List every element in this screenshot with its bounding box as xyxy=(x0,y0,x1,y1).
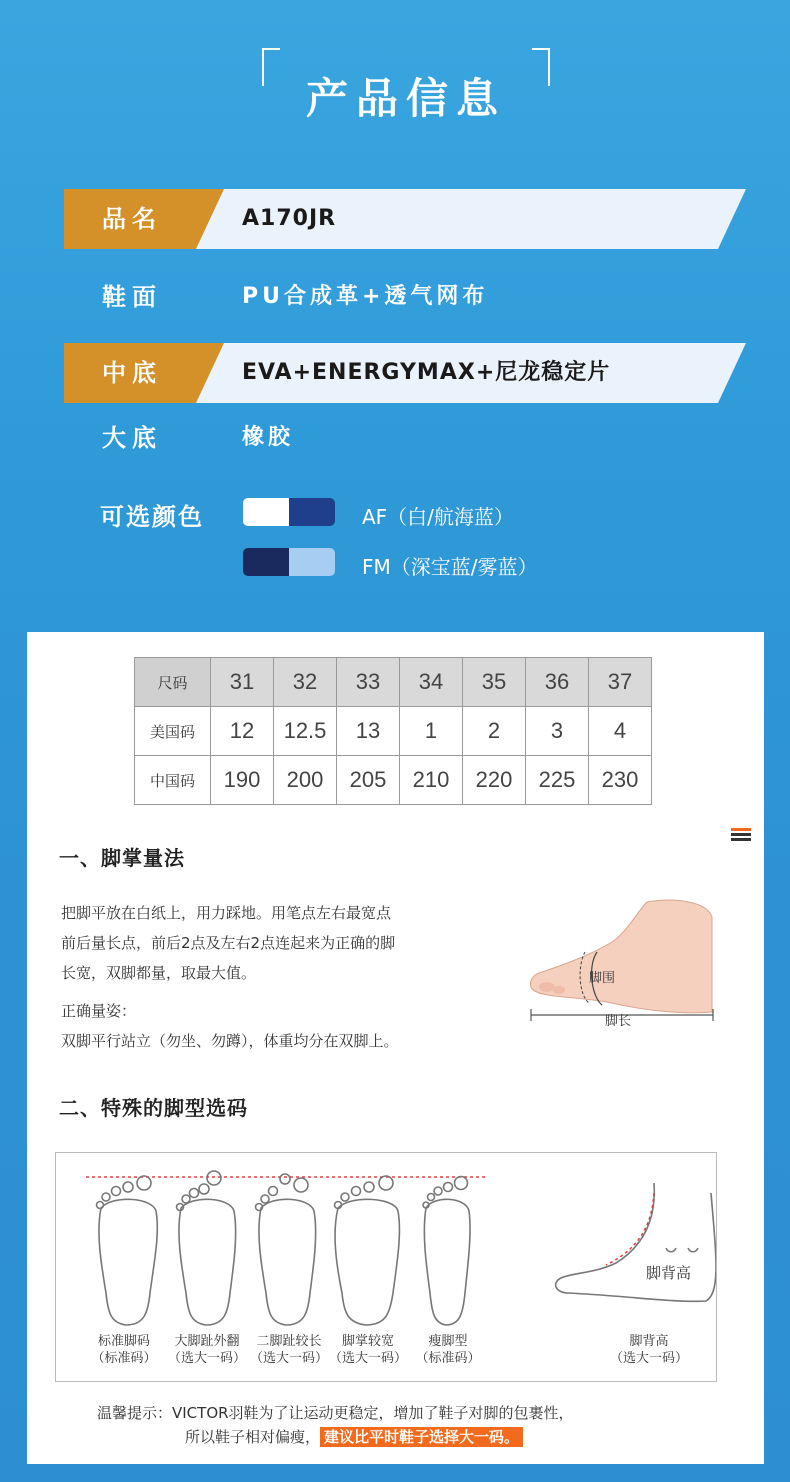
posture-text: 双脚平行站立（勿坐、勿蹲），体重均分在双脚上。 xyxy=(61,1032,399,1050)
color-options-label: 可选颜色 xyxy=(100,503,204,531)
size-guide-panel xyxy=(27,632,764,1464)
girth-label: 脚围 xyxy=(589,971,616,986)
table-row: 中国码 190 200 205 210 220 225 230 xyxy=(135,756,652,805)
section-title-measure: 一、脚掌量法 xyxy=(59,846,185,870)
info-label: 鞋面 xyxy=(102,283,162,311)
color-swatch-fm[interactable] xyxy=(243,548,335,576)
color-swatch-af[interactable] xyxy=(243,498,335,526)
info-label: 中底 xyxy=(102,359,162,387)
tip-line-2: 所以鞋子相对偏瘦， 建议比平时鞋子选择大一码。 xyxy=(185,1426,523,1447)
info-row-outsole xyxy=(64,408,754,468)
info-row-upper xyxy=(64,267,754,327)
foot-type-caption: 脚掌较宽 （选大一码） xyxy=(328,1334,407,1366)
menu-icon[interactable] xyxy=(731,828,751,843)
foot-types-box xyxy=(55,1152,717,1382)
info-value: EVA+ENERGYMAX+尼龙稳定片 xyxy=(242,360,611,385)
table-row: 尺码 31 32 33 34 35 36 37 xyxy=(135,658,652,707)
instep-label: 脚背高 xyxy=(646,1264,692,1282)
info-label: 大底 xyxy=(102,424,162,452)
foot-type-caption: 标准脚码 （标准码） xyxy=(91,1334,157,1366)
info-label: 品名 xyxy=(102,205,162,233)
tip-highlight: 建议比平时鞋子选择大一码。 xyxy=(320,1427,523,1447)
tip-line-1: 温馨提示：VICTOR羽鞋为了让运动更稳定，增加了鞋子对脚的包裹性， xyxy=(97,1404,574,1422)
info-row-midsole xyxy=(64,343,754,403)
color-name-af: AF（白/航海蓝） xyxy=(362,505,514,529)
foot-type-caption: 大脚趾外翻 （选大一码） xyxy=(167,1334,246,1366)
title-block xyxy=(262,48,550,124)
info-row-name xyxy=(64,189,754,249)
foot-type-caption: 二脚趾较长 （选大一码） xyxy=(249,1334,328,1366)
page-title: 产品信息 xyxy=(305,74,506,123)
info-value: PU合成革+透气网布 xyxy=(242,284,489,309)
info-value: A170JR xyxy=(242,206,337,231)
measure-instructions: 把脚平放在白纸上，用力踩地。用笔点左右最宽点 前后量长点，前后2点及左右2点连起来为正确的脚 长宽，双脚都量，取最大值。 xyxy=(61,904,396,982)
table-row: 美国码 12 12.5 13 1 2 3 4 xyxy=(135,707,652,756)
posture-title: 正确量姿： xyxy=(61,1002,137,1020)
instep-caption: 脚背高 （选大一码） xyxy=(609,1334,688,1366)
foot-side-illustration xyxy=(527,897,717,1032)
foot-type-caption: 瘦脚型 （标准码） xyxy=(415,1334,481,1366)
color-name-fm: FM（深宝蓝/雾蓝） xyxy=(362,555,538,579)
info-value: 橡胶 xyxy=(242,425,295,450)
size-table xyxy=(134,657,652,805)
length-label: 脚长 xyxy=(605,1014,632,1029)
section-title-special: 二、特殊的脚型选码 xyxy=(59,1096,248,1120)
